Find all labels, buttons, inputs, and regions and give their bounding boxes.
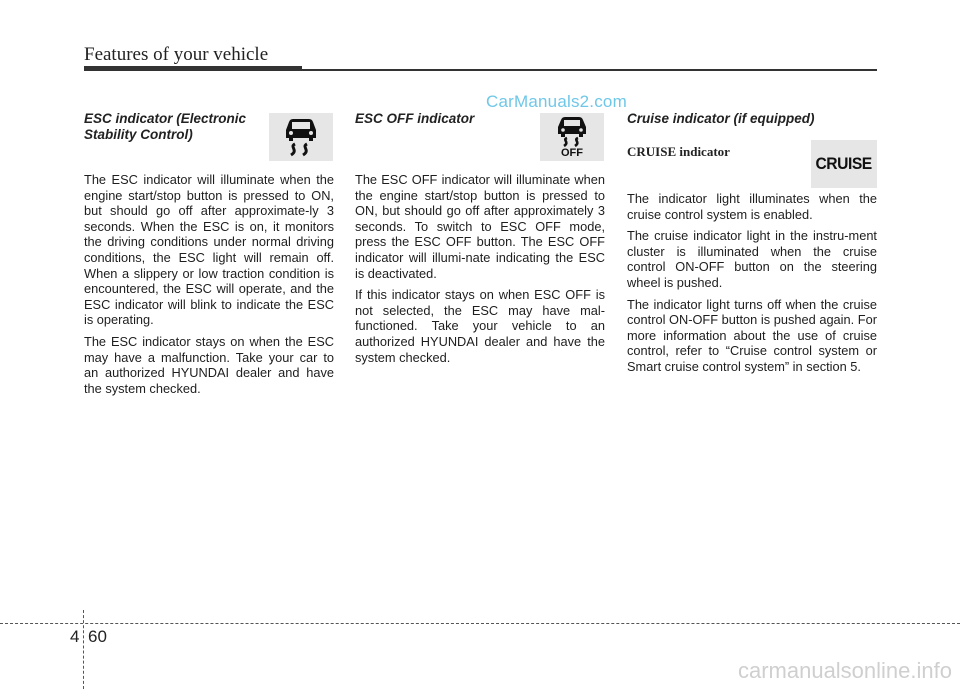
page-header-title: Features of your vehicle [84,44,269,65]
section-heading: Cruise indicator (if equipped) [627,111,815,126]
cruise-icon [811,140,877,188]
esc-off-label: OFF [561,147,583,159]
paragraph: The indicator light illuminates when the cruise control system is enabled. [627,191,877,222]
watermark-top: CarManuals2.com [486,92,627,111]
section-heading: ESC indicator (Electronic Stability Control) [84,111,247,142]
page-number: 60 [88,627,107,646]
section-heading: ESC OFF indicator [355,111,475,126]
watermark-bottom: carmanualsonline.info [737,658,952,683]
footer-rule [0,623,960,624]
esc-off-icon [540,113,604,161]
cruise-subheading: CRUISE indicator [627,144,730,159]
paragraph: The ESC OFF indicator will illuminate when the engine start/stop button is pressed to ON, but should go off after approximately 3 seconds. To switch to ESC OFF mode, press the ESC OFF button. The ESC OFF indicator will illumi-nate indicating the ESC is deactivated. [355,172,605,281]
header-rule-thick [84,66,302,71]
paragraph: The ESC indicator will illuminate when the engine start/stop button is pressed to ON, but should go off after approximate-ly 3 seconds. When the ESC is on, it monitors the driving conditions under normal driving conditions, the ESC light will remain off. When a slippery or low traction condition is encountered, the ESC will operate, and the ESC indicator will blink to indicate the ESC is operating. [84,172,334,328]
paragraph: The indicator light turns off when the cruise control ON-OFF button is pushed again. For more information about the use of cruise control, refer to “Cruise control system or Smart cruise control system” in section 5. [627,296,877,374]
paragraph: The cruise indicator light in the instru-ment cluster is illuminated when the cruise control ON-OFF button on the steering wheel is pushed. [627,228,877,290]
footer-divider [83,610,84,689]
header-rule-thin [302,69,877,71]
cruise-label: CRUISE [815,154,873,173]
paragraph: The ESC indicator stays on when the ESC may have a malfunction. Take your car to an authorized HYUNDAI dealer and have the system checked. [84,333,334,396]
esc-skid-icon [269,113,333,161]
paragraph: If this indicator stays on when ESC OFF is not selected, the ESC may have mal-functioned. Take your vehicle to an authorized HYUNDAI dealer and have the system checked. [355,287,605,365]
chapter-number: 4 [70,627,80,646]
